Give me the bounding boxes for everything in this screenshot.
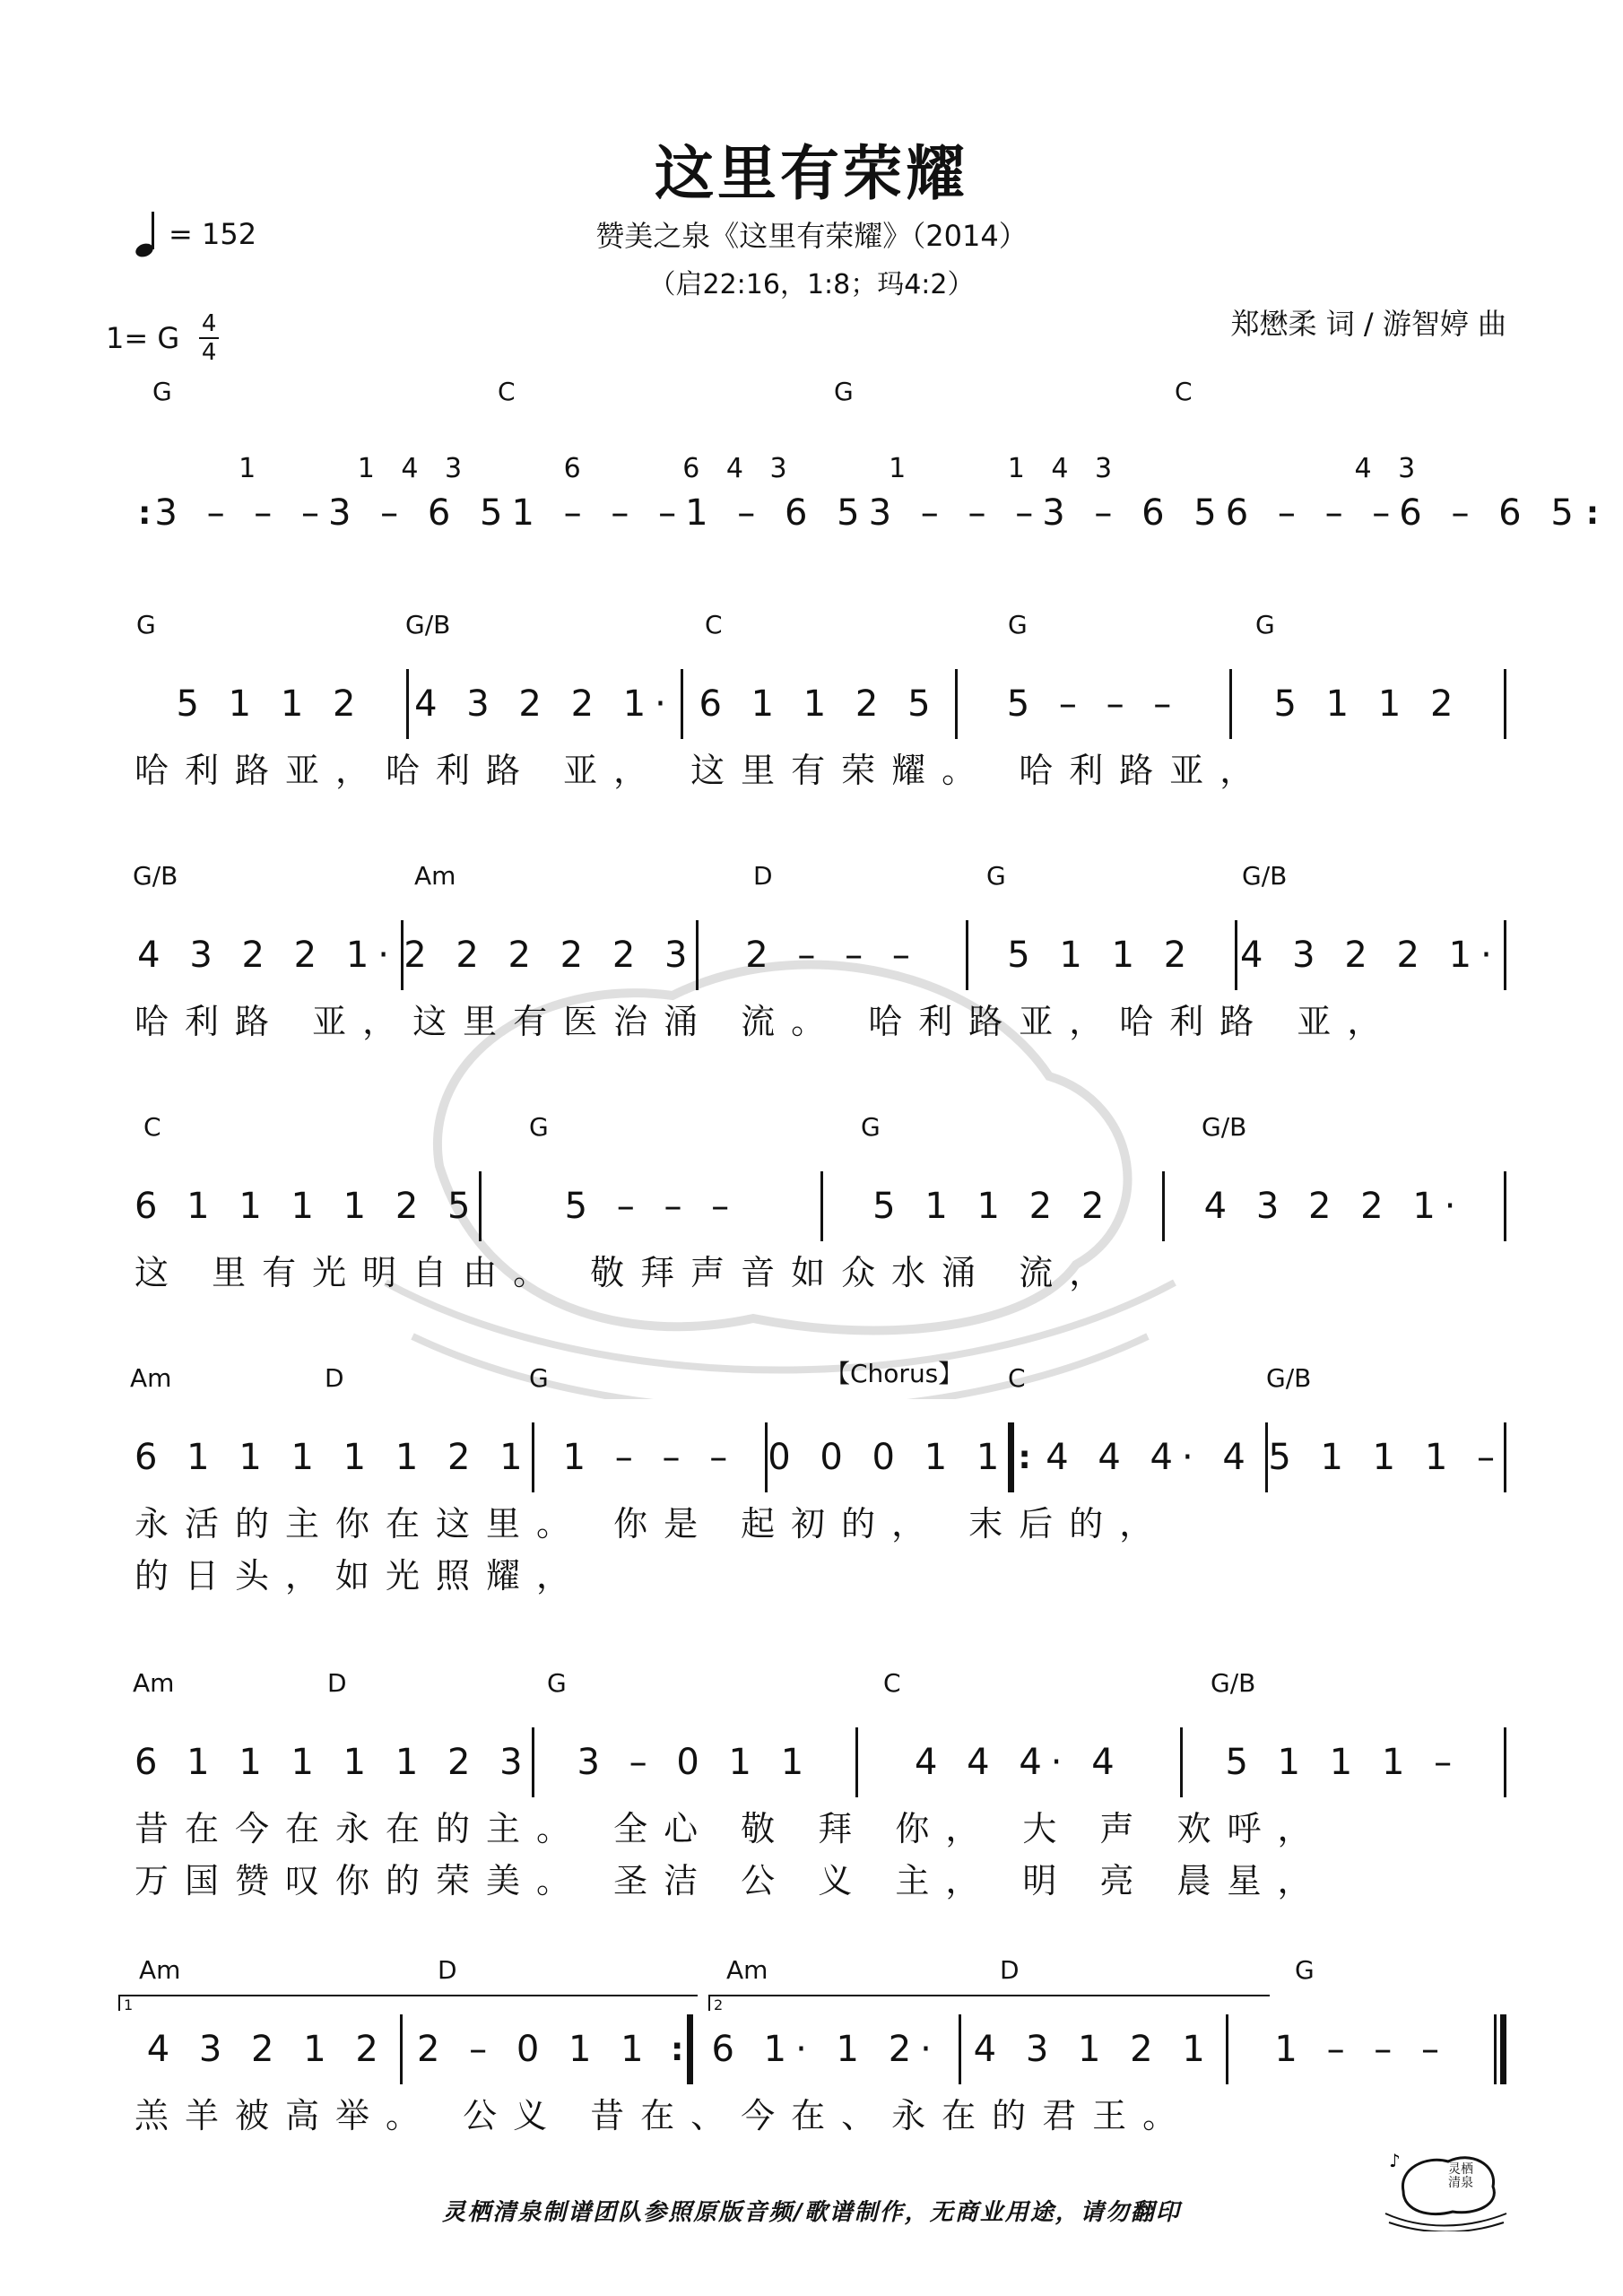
svg-text:♪: ♪ — [1389, 2150, 1401, 2171]
chord: Am — [130, 1363, 172, 1393]
chord: Am — [414, 861, 456, 891]
measure: 3 – – – — [154, 492, 328, 534]
measure: 0 0 0 1 1 — [768, 1437, 1009, 1478]
tempo-value: = 152 — [169, 217, 257, 251]
upper-note: 6 — [563, 452, 590, 484]
measure: 1 – – – — [511, 492, 686, 534]
upper-note: 1 4 3 — [1007, 452, 1122, 484]
measure: 5 1 1 1 – — [1225, 1742, 1462, 1783]
chord: D — [327, 1668, 347, 1698]
chord: G/B — [405, 610, 451, 639]
measure: 4 3 1 2 1 — [973, 2029, 1214, 2070]
key-signature — [106, 312, 219, 364]
measure: 3 – – – — [868, 492, 1043, 534]
chord: Am — [133, 1668, 175, 1698]
lyric-line: 这 里有光明自由。 敬拜声音如众水涌 流， — [135, 1253, 1120, 1292]
repeat-end: : — [671, 2031, 684, 2068]
upper-note: 1 — [239, 452, 265, 484]
chord-row — [0, 1668, 1623, 1704]
chord: G — [1295, 1955, 1315, 1985]
measure: 1 – – – — [1274, 2029, 1449, 2070]
quarter-note-icon — [135, 210, 160, 258]
lyric-line: 永活的主你在这里。 你是 起初的， 末后的， — [135, 1504, 1170, 1544]
sheep-logo-icon — [1376, 2142, 1511, 2231]
lyric-line: 羔羊被高举。 公义 昔在、今在、永在的君王。 — [135, 2096, 1193, 2135]
notation-row — [135, 2000, 1506, 2099]
key-label: 1= G — [106, 321, 180, 355]
album-subtitle: 赞美之泉《这里有荣耀》（2014） — [595, 219, 1028, 253]
upper-note: 1 4 3 — [357, 452, 472, 484]
notation-row — [135, 906, 1506, 1004]
measure: 6 1 1 1 1 1 2 1 — [135, 1437, 532, 1478]
chord: Am — [139, 1955, 181, 1985]
notation-row — [135, 450, 1600, 549]
lyric-line: 哈利路 亚，这里有医治涌 流。 哈利路亚，哈利路 亚， — [135, 1002, 1398, 1041]
measure: 6 1· 1 2· — [711, 2029, 941, 2070]
song-title: 这里有荣耀 — [655, 139, 968, 208]
barline — [687, 2014, 693, 2084]
measure: 6 1 1 1 1 2 5 — [135, 1186, 480, 1227]
repeat-end: : — [1585, 494, 1600, 532]
chord: Am — [726, 1955, 768, 1985]
chord: C — [705, 610, 723, 639]
measure: 2 2 2 2 2 3 — [404, 935, 697, 976]
scripture-reference: （启22:16，1:8；玛4:2） — [648, 269, 975, 300]
chord: G — [547, 1668, 567, 1698]
barline — [1504, 1727, 1506, 1797]
chord: G — [1008, 610, 1028, 639]
upper-note: 1 — [889, 452, 916, 484]
barline — [1008, 1422, 1014, 1492]
measure: 3 – 0 1 1 — [577, 1742, 813, 1783]
measure: 6 1 1 2 5 — [699, 683, 940, 725]
measure: 1 – – – — [562, 1437, 737, 1478]
credits: 郑懋柔 词 / 游智婷 曲 — [1230, 307, 1506, 341]
measure: 4 3 2 2 1· — [1203, 1186, 1465, 1227]
measure: 5 – – – — [1006, 683, 1181, 725]
repeat-start: : — [1018, 1439, 1031, 1476]
barline — [1494, 2014, 1497, 2084]
measure: 5 1 1 2 — [1007, 935, 1196, 976]
logo — [1376, 2142, 1511, 2235]
chord: G/B — [1266, 1363, 1312, 1393]
chord: G/B — [133, 861, 178, 891]
chord-row — [0, 377, 1623, 413]
chord: D — [1000, 1955, 1020, 1985]
chord: C — [498, 377, 516, 406]
measure: 4 4 4· 4 — [1046, 1437, 1254, 1478]
measure: 6 – 6 5 — [1399, 492, 1583, 534]
upper-note: 6 4 3 — [682, 452, 796, 484]
chord: C — [1008, 1363, 1026, 1393]
chord: G — [834, 377, 854, 406]
chord: G/B — [1202, 1112, 1247, 1142]
measure: 5 1 1 2 — [1273, 683, 1462, 725]
barline — [1504, 1171, 1506, 1241]
notation-row — [135, 1408, 1506, 1507]
measure: 3 – 6 5 — [328, 492, 512, 534]
final-barline — [1500, 2014, 1506, 2084]
measure: 5 1 1 2 — [176, 683, 365, 725]
chord: G/B — [1211, 1668, 1256, 1698]
barline — [1504, 669, 1506, 739]
measure: 4 3 2 2 1· — [414, 683, 675, 725]
barline — [1504, 920, 1506, 990]
measure: 1 – 6 5 — [685, 492, 869, 534]
upper-note: 4 3 — [1354, 452, 1425, 484]
volta-second: 2 — [708, 1995, 1270, 2011]
chord-row — [0, 610, 1623, 646]
chord-row — [0, 1112, 1623, 1148]
measure: 5 1 1 2 2 — [872, 1186, 1114, 1227]
chord: G/B — [1242, 861, 1288, 891]
chord: G — [1255, 610, 1275, 639]
lower-voice — [135, 486, 1600, 540]
chord: C — [883, 1668, 901, 1698]
time-signature — [199, 312, 219, 364]
notation-row — [135, 1713, 1506, 1812]
notation-row — [135, 1157, 1506, 1256]
measure: 4 3 2 2 1· — [137, 935, 398, 976]
measure: 2 – 0 1 1 — [416, 2029, 653, 2070]
lyric-line: 万国赞叹你的荣美。 圣洁 公 义 主， 明 亮 晨星， — [135, 1861, 1328, 1900]
chord: G — [529, 1112, 549, 1142]
chord: D — [753, 861, 773, 891]
chord: D — [438, 1955, 457, 1985]
measure: 4 3 2 1 2 — [146, 2029, 387, 2070]
chord: G — [136, 610, 156, 639]
chord: G — [861, 1112, 881, 1142]
chord: G — [529, 1363, 549, 1393]
notation-row — [135, 655, 1506, 753]
measure: 4 4 4· 4 — [914, 1742, 1124, 1783]
chord: G — [986, 861, 1006, 891]
measure: 6 – – – — [1225, 492, 1400, 534]
repeat-start: : — [138, 494, 152, 532]
logo-text: 灵栖清泉 — [1448, 2162, 1473, 2191]
lyric-line: 哈利路亚，哈利路 亚， 这里有荣耀。 哈利路亚， — [135, 751, 1271, 790]
footer-note: 灵栖清泉制谱团队参照原版音频/歌谱制作，无商业用途，请勿翻印 — [442, 2199, 1181, 2226]
time-sig-bottom: 4 — [201, 339, 217, 366]
chord-row — [0, 1955, 1623, 1991]
lyric-line: 的日头，如光照耀， — [135, 1556, 587, 1596]
barline — [1504, 1422, 1506, 1492]
measure: 5 – – – — [564, 1186, 739, 1227]
measure: 4 3 2 2 1· — [1240, 935, 1501, 976]
measure: 2 – – – — [745, 935, 919, 976]
chorus-label: 【Chorus】 — [825, 1359, 964, 1388]
measure: 6 1 1 1 1 1 2 3 — [135, 1742, 532, 1783]
chord-row — [0, 1363, 1623, 1399]
chord: C — [143, 1112, 161, 1142]
chord: G — [152, 377, 172, 406]
chord: D — [325, 1363, 344, 1393]
time-sig-top: 4 — [201, 310, 217, 337]
volta-first: 1 — [118, 1995, 698, 2011]
measure: 3 – 6 5 — [1042, 492, 1226, 534]
tempo-marking — [135, 210, 256, 258]
lyric-line: 昔在今在永在的主。 全心 敬 拜 你， 大 声 欢呼， — [135, 1809, 1328, 1848]
measure: 5 1 1 1 – — [1268, 1437, 1504, 1478]
chord: C — [1175, 377, 1193, 406]
chord-row — [0, 861, 1623, 897]
upper-voice — [135, 450, 1506, 486]
